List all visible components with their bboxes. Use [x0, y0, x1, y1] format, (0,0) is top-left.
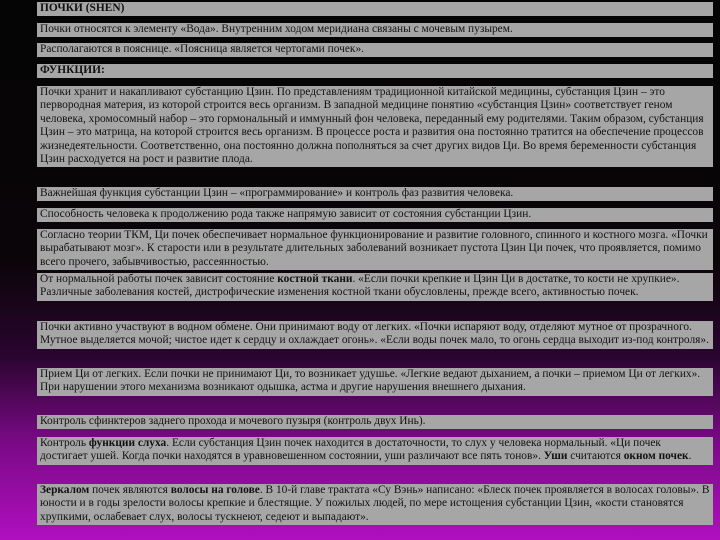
- paragraph-qi-reception: Прием Ци от легких. Если почки не принимают Ци, то возникает удушье. «Легкие ведают дыханием, а почки – приемом Ци от легких». При нарушении этого механизма возникают одышка, астма и другие нарушения внешнего дыхания.: [37, 368, 713, 396]
- hair-emphasis: волосы на голове: [170, 484, 260, 496]
- page-title: ПОЧКИ (SHEN): [37, 2, 713, 16]
- paragraph-brain: Согласно теории ТКМ, Ци почек обеспечивает нормальное функционирование и развитие головного, спинного и костного мозга. «Почки вырабатывают мозг». К старости или в результате длительных заболеваний возникает пустота Цзин Ци почек, что проявляется, помимо всего прочего, забывчивостью, рассеянностью.: [37, 229, 713, 270]
- paragraph-element-water: Почки относятся к элементу «Вода». Внутренним ходом меридиана связаны с мочевым пузырем.: [37, 23, 713, 37]
- paragraph-programming: Важнейшая функция субстанции Цзин – «программирование» и контроль фаз развития человека.: [37, 187, 713, 201]
- mirror-emphasis: Зеркалом: [40, 484, 90, 496]
- paragraph-water-exchange: Почки активно участвуют в водном обмене. Они принимают воду от легких. «Почки испаряют воду, отделяют мутное от прозрачного. Мутное выделяется мочой; чистое идет к сердцу и охлаждает огонь». «Если воды почек мало, то огонь сердца выходит из-под контроля».: [37, 321, 713, 349]
- ears-emphasis: Уши: [543, 450, 568, 463]
- paragraph-sphincters: Контроль сфинктеров заднего прохода и мочевого пузыря (контроль двух Инь).: [37, 415, 713, 429]
- window-emphasis: окном почек: [623, 450, 689, 463]
- hearing-emphasis: функции слуха: [88, 437, 167, 449]
- bone-tissue-emphasis: костной ткани: [277, 273, 353, 285]
- paragraph-reproduction: Способность человека к продолжению рода также напрямую зависит от состояния субстанции Цзин.: [37, 208, 713, 222]
- paragraph-jing-substance: Почки хранит и накапливают субстанцию Цзин. По представлениям традиционной китайской медицины, субстанция Цзин – это первородная материя, из которой строится весь организм. В западной медицине понятию «субстанция Цзин» соответствует геном человека, хромосомный набор – это гормональный и иммунный фон человека, переданный ему родителями. Таким образом, субстанция Цзин – это матрица, на которой строится весь организм. В процессе роста и развития она постоянно тратится на обеспечение процессов жизнедеятельности. Соответственно, она постоянно должна пополняться за счет других видов Ци. Во время беременности субстанция Цзин расходуется на рост и развитие плода.: [37, 86, 713, 167]
- paragraph-hearing: Контроль функции слуха. Если субстанция Цзин почек находится в достаточности, то слух у человека нормальный. «Ци почек достигает ушей. Когда почки находятся в уравновешенном состоянии, уши различают все пять тонов». Уши считаются окном почек.: [37, 437, 713, 465]
- paragraph-bone-tissue: От нормальной работы почек зависит состояние костной ткани. «Если почки крепкие и Цзин Ци в достатке, то кости не хрупкие». Различные заболевания костей, дистрофические изменения костной ткани обусловлены, прежде всего, активностью почек.: [37, 273, 713, 301]
- functions-heading: ФУНКЦИИ:: [37, 64, 713, 78]
- paragraph-location: Располагаются в пояснице. «Поясница является чертогами почек».: [37, 43, 713, 57]
- paragraph-hair: Зеркалом почек являются волосы на голове. В 10-й главе трактата «Су Вэнь» написано: «Блеск почек проявляется в волосах головы». В юности и в годы зрелости волосы крепкие и блестящие. У пожилых людей, по мере истощения субстанции Цзин, «кости становятся хрупкими, ослабевает слух, волосы тускнеют, седеют и выпадают».: [37, 484, 713, 525]
